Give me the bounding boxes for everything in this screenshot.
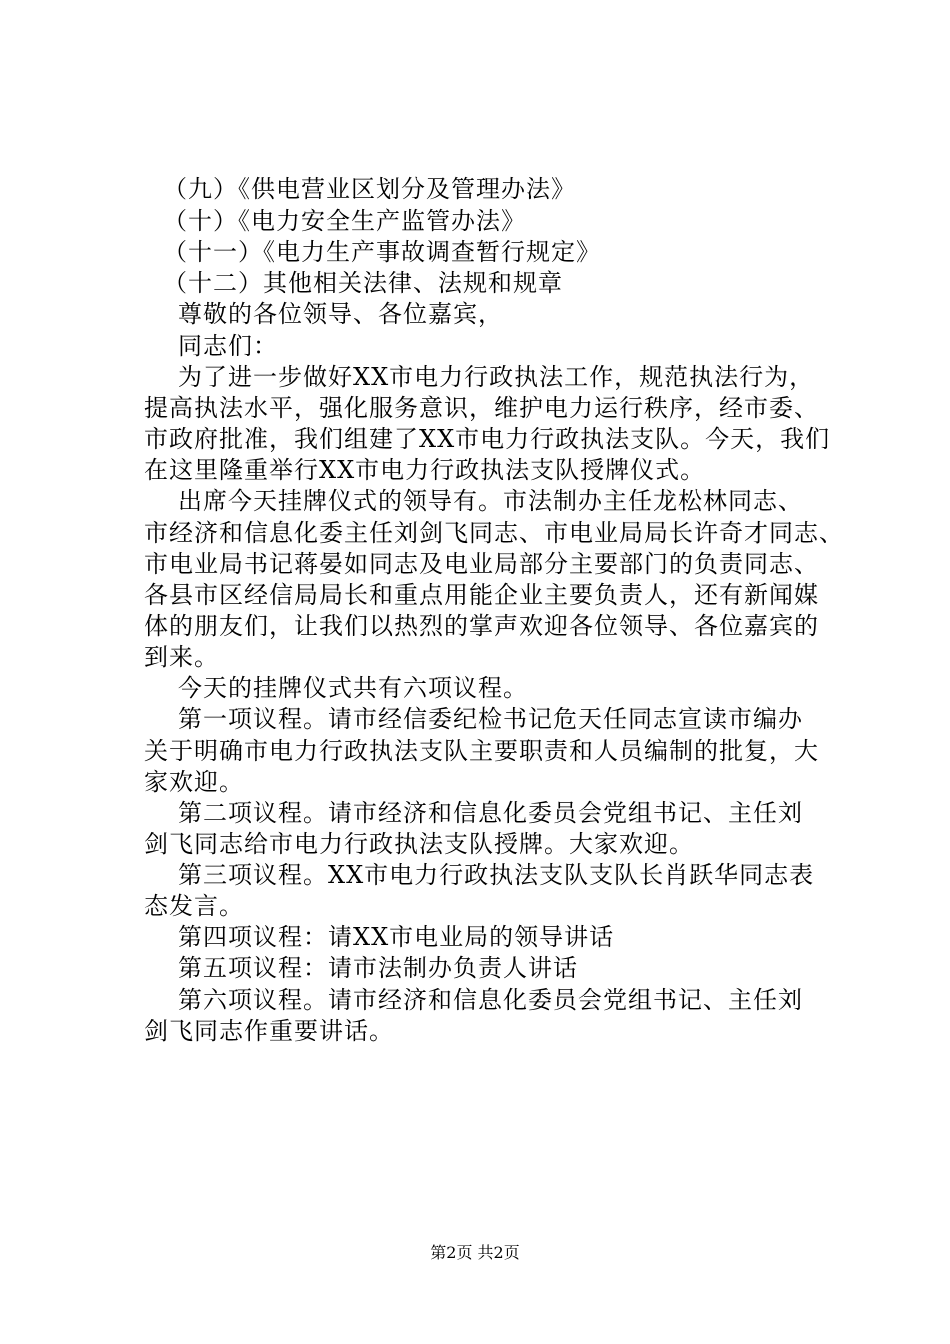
text-line: 提高执法水平，强化服务意识，维护电力运行秩序，经市委、 bbox=[144, 394, 819, 422]
text-line: 家欢迎。 bbox=[144, 768, 244, 796]
text-line: 第五项议程：请市法制办负责人讲话 bbox=[178, 954, 578, 982]
page-footer: 第2页 共2页 bbox=[430, 1243, 520, 1262]
text-line: 市政府批准，我们组建了XX市电力行政执法支队。今天，我们 bbox=[144, 425, 831, 453]
text-line: 各县市区经信局局长和重点用能企业主要负责人，还有新闻媒 bbox=[144, 581, 819, 609]
text-line: 到来。 bbox=[144, 643, 219, 671]
text-line: （十）《电力安全生产监管办法》 bbox=[163, 207, 526, 235]
text-line: 态发言。 bbox=[144, 892, 244, 920]
text-line: 同志们： bbox=[178, 332, 278, 360]
text-line: 尊敬的各位领导、各位嘉宾， bbox=[178, 300, 503, 328]
text-line: （九）《供电营业区划分及管理办法》 bbox=[163, 175, 576, 203]
text-line: 第四项议程：请XX市电业局的领导讲话 bbox=[178, 923, 615, 951]
text-line: 剑飞同志作重要讲话。 bbox=[144, 1017, 394, 1045]
text-line: 关于明确市电力行政执法支队主要职责和人员编制的批复，大 bbox=[144, 737, 819, 765]
text-line: 市电业局书记蒋晏如同志及电业局部分主要部门的负责同志、 bbox=[144, 550, 819, 578]
text-line: 为了进一步做好XX市电力行政执法工作，规范执法行为， bbox=[178, 363, 815, 391]
text-line: 第二项议程。请市经济和信息化委员会党组书记、主任刘 bbox=[178, 799, 803, 827]
text-line: 第三项议程。XX市电力行政执法支队支队长肖跃华同志表 bbox=[178, 861, 815, 889]
text-line: 体的朋友们，让我们以热烈的掌声欢迎各位领导、各位嘉宾的 bbox=[144, 612, 819, 640]
text-line: 出席今天挂牌仪式的领导有。市法制办主任龙松林同志、 bbox=[178, 487, 803, 515]
text-line: 市经济和信息化委主任刘剑飞同志、市电业局局长许奇才同志、 bbox=[144, 519, 844, 547]
text-line: （十二）其他相关法律、法规和规章 bbox=[163, 269, 563, 297]
text-line: 第一项议程。请市经信委纪检书记危天任同志宣读市编办 bbox=[178, 705, 803, 733]
text-line: 在这里隆重举行XX市电力行政执法支队授牌仪式。 bbox=[144, 456, 706, 484]
text-line: 第六项议程。请市经济和信息化委员会党组书记、主任刘 bbox=[178, 986, 803, 1014]
text-line: 今天的挂牌仪式共有六项议程。 bbox=[178, 674, 528, 702]
text-line: 剑飞同志给市电力行政执法支队授牌。大家欢迎。 bbox=[144, 830, 694, 858]
text-line: （十一）《电力生产事故调查暂行规定》 bbox=[163, 238, 601, 266]
